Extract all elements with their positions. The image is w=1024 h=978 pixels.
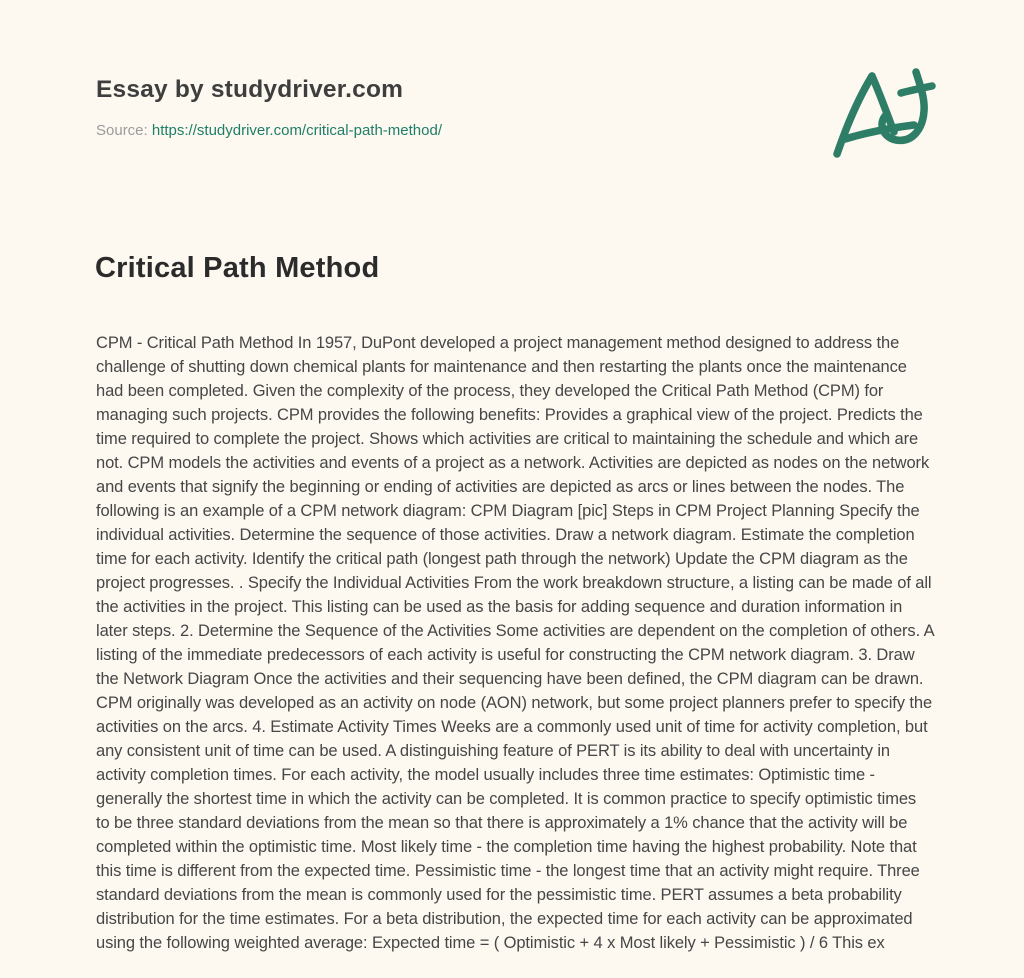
source-url-link[interactable]: https://studydriver.com/critical-path-method/ [151,122,442,139]
essay-body-text: CPM - Critical Path Method In 1957, DuPont developed a project management method designed to address the challenge of shutting down chemical plants for maintenance and then restarting the plants once the maintenance had been completed. Given the complexity of the process, they developed the Critical Path Method (CPM) for managing such projects. CPM provides the following benefits: Provides a graphical view of the project. Predicts the time required to complete the project. Shows which activities are critical to maintaining the schedule and which are not. CPM models the activities and events of a project as a network. Activities are depicted as nodes on the network and events that signify the beginning or ending of activities are depicted as arcs or lines between the nodes. The following is an example of a CPM network diagram: CPM Diagram [pic] Steps in CPM Project Planning Specify the individual activities. Determine the sequence of those activities. Draw a network diagram. Estimate the completion time for each activity. Identify the critical path (longest path through the network) Update the CPM diagram as the project progresses. . Specify the Individual Activities From the work breakdown structure, a listing can be made of all the activities in the project. This listing can be used as the basis for adding sequence and duration information in later steps. 2. Determine the Sequence of the Activities Some activities are dependent on the completion of others. A listing of the immediate predecessors of each activity is useful for constructing the CPM network diagram. 3. Draw the Network Diagram Once the activities and their sequencing have been defined, the CPM diagram can be drawn. CPM originally was developed as an activity on node (AON) network, but some project planners prefer to specify the activities on the arcs. 4. Estimate Activity Times Weeks are a commonly used unit of time for activity completion, but any consistent unit of time can be used. A distinguishing feature of PERT is its ability to deal with uncertainty in activity completion times. For each activity, the model usually includes three time estimates: Optimistic time - generally the shortest time in which the activity can be completed. It is common practice to specify optimistic times to be three standard deviations from the mean so that there is approximately a 1% chance that the activity will be completed within the optimistic time. Most likely time - the completion time having the highest probability. Note that this time is different from the expected time. Pessimistic time - the longest time that an activity might require. Three standard deviations from the mean is commonly used for the pessimistic time. PERT assumes a beta probability distribution for the time estimates. For a beta distribution, the expected time for each activity can be approximated using the following weighted average: Expected time = ( Optimistic + 4 x Most likely + Pessimistic ) / 6 This ex [96,333,934,952]
site-header-title: Essay by studydriver.com [96,76,404,103]
essay-title: Critical Path Method [95,252,380,284]
source-label: Source: [96,122,148,139]
a-plus-logo-icon [824,64,936,166]
source-line [96,122,442,139]
page-header [96,76,442,139]
